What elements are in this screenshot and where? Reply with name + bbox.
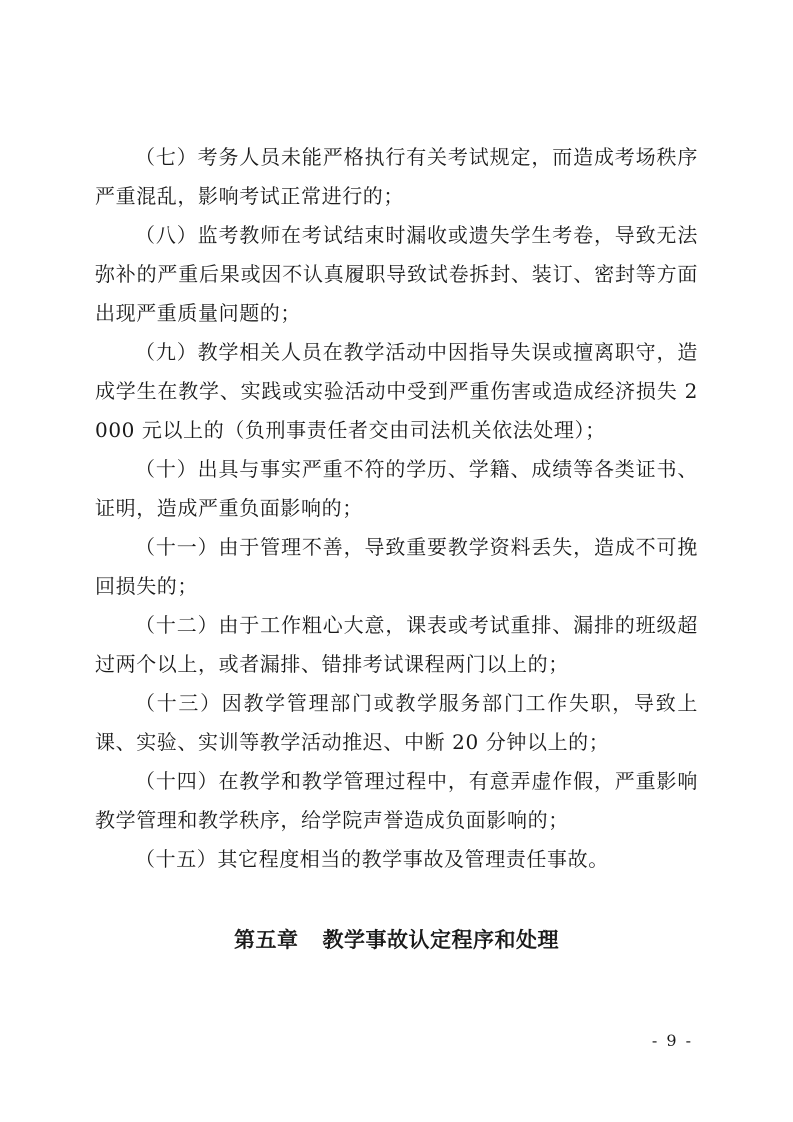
- list-item-10: （十）出具与事实严重不符的学历、学籍、成绩等各类证书、证明，造成严重负面影响的；: [95, 457, 698, 520]
- page-number: - 9 -: [651, 1031, 693, 1050]
- article-body: [95, 138, 698, 879]
- list-item-11: （十一）由于管理不善，导致重要教学资料丢失，造成不可挽回损失的；: [95, 535, 698, 598]
- chapter-number: 第五章: [234, 928, 299, 952]
- list-item-8: （八）监考教师在考试结束时漏收或遗失学生考卷，导致无法弥补的严重后果或因不认真履职导致试卷拆封、装订、密封等方面出现严重质量问题的；: [95, 223, 698, 325]
- list-item-9: （九）教学相关人员在教学活动中因指导失误或擅离职守，造成学生在教学、实践或实验活动中受到严重伤害或造成经济损失 2000 元以上的（负刑事责任者交由司法机关依法处理）；: [95, 340, 698, 442]
- list-item-13: （十三）因教学管理部门或教学服务部门工作失职，导致上课、实验、实训等教学活动推迟、中断 20 分钟以上的；: [95, 691, 698, 754]
- list-item-14: （十四）在教学和教学管理过程中，有意弄虚作假，严重影响教学管理和教学秩序，给学院声誉造成负面影响的；: [95, 769, 698, 832]
- list-item-7: （七）考务人员未能严格执行有关考试规定，而造成考场秩序严重混乱，影响考试正常进行的；: [95, 145, 698, 208]
- chapter-title: 教学事故认定程序和处理: [322, 928, 559, 952]
- list-item-15: （十五）其它程度相当的教学事故及管理责任事故。: [135, 847, 609, 871]
- list-item-12: （十二）由于工作粗心大意，课表或考试重排、漏排的班级超过两个以上，或者漏排、错排考试课程两门以上的；: [95, 613, 698, 676]
- chapter-heading: [95, 922, 698, 958]
